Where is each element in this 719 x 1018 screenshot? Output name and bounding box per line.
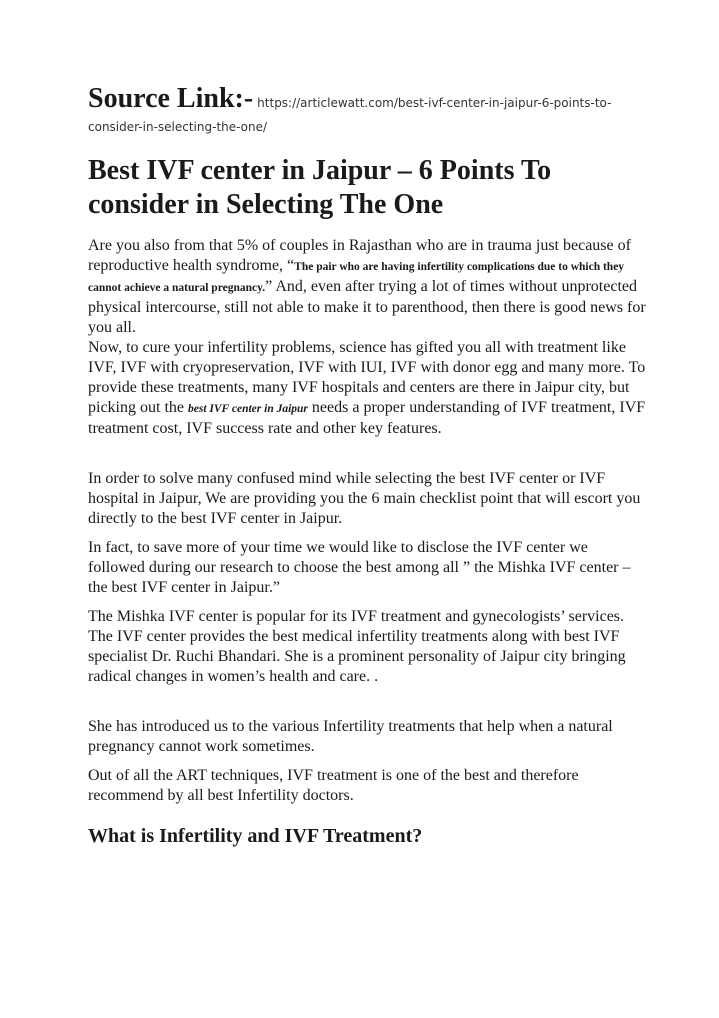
treatments-text-b: needs a proper understanding of IVF treatment, IVF treatment cost, IVF success rate and other key features. [88, 399, 646, 437]
intro-bold-quote: The pair who are having infertility complications due to which they cannot achieve a natural pregnancy. [88, 261, 625, 294]
paragraph-intro [88, 236, 648, 338]
treatments-bold-link: best IVF center in Jaipur [187, 403, 308, 415]
paragraph-checklist: In order to solve many confused mind while selecting the best IVF center or IVF hospital in Jaipur, We are providing you the 6 main checklist point that will escort you directly to the best IVF center in Jaipur. [88, 470, 641, 527]
paragraph-introduced: She has introduced us to the various Infertility treatments that help when a natural pregnancy cannot work sometimes. [88, 718, 613, 755]
section-heading: What is Infertility and IVF Treatment? [88, 825, 423, 847]
document-content [88, 83, 648, 848]
intro-text-a: Are you also from that 5% of couples in Rajasthan who are in trauma just because of reproductive health syndrome, “ [88, 237, 631, 274]
source-url-continuation[interactable]: consider-in-selecting-the-one/ [88, 120, 268, 134]
article-title: Best IVF center in Jaipur – 6 Points To consider in Selecting The One [88, 155, 552, 220]
paragraph-disclose: In fact, to save more of your time we would like to disclose the IVF center we followed during our research to choose the best among all ” the Mishka IVF center – the best IVF center in Jaipur.” [88, 539, 631, 596]
source-link-label: Source Link:- [88, 83, 254, 114]
paragraph-mishka: The Mishka IVF center is popular for its IVF treatment and gynecologists’ services. The IVF center provides the best medical infertility treatments along with best IVF specialist Dr. Ruchi Bhandari. She is a prominent personality of Jaipur city bringing radical changes in women’s health and care. . [88, 608, 626, 685]
treatments-text-a: Now, to cure your infertility problems, science has gifted you all with treatment like IVF, IVF with cryopreservation, IVF with IUI, IVF with donor egg and many more. To provide these treatments, many IVF hospitals and centers are there in Jaipur city, but picking out the [88, 339, 646, 416]
source-link-line [88, 83, 648, 116]
intro-text-b: ” And, even after trying a lot of times without unprotected physical intercourse, still not able to make it to parenthood, then there is good news for you all. [88, 278, 646, 336]
paragraph-treatments [88, 338, 648, 439]
paragraph-art: Out of all the ART techniques, IVF treatment is one of the best and therefore recommend by all best Infertility doctors. [88, 767, 579, 804]
source-url[interactable]: https://articlewatt.com/best-ivf-center-in-jaipur-6-points-to- [257, 96, 612, 110]
